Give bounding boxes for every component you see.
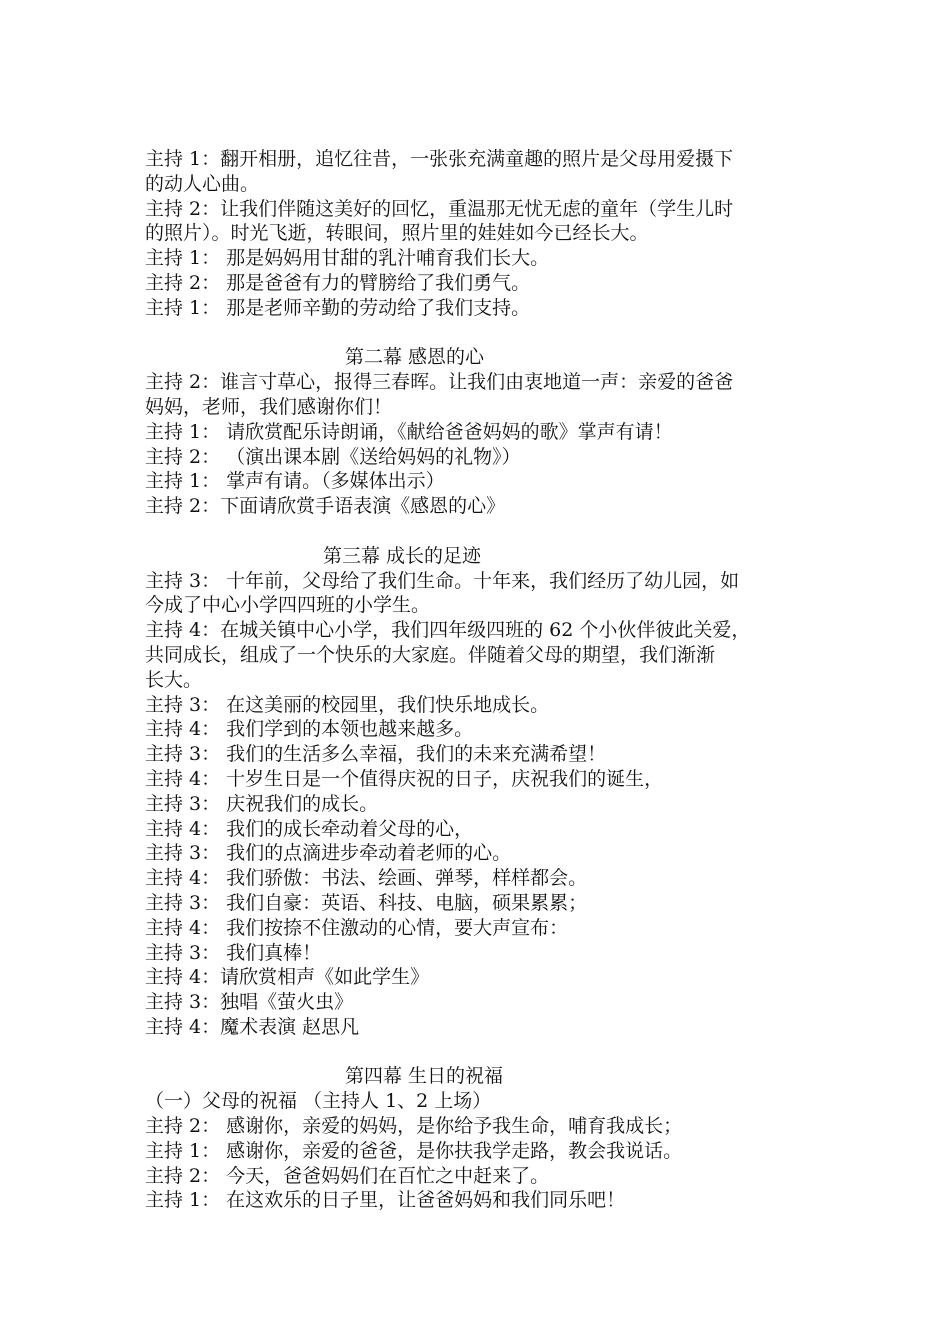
- text-line: 主持 1： 那是老师辛勤的劳动给了我们支持。: [145, 296, 531, 319]
- text-line: 主持 3： 我们真棒！: [145, 941, 322, 964]
- text-line: 主持 2：让我们伴随这美好的回忆，重温那无忧无虑的童年（学生儿时: [145, 197, 734, 220]
- text-line: 主持 2： 今天，爸爸妈妈们在百忙之中赶来了。: [145, 1164, 550, 1187]
- text-line: 主持 3： 我们的生活多么幸福，我们的未来充满希望！: [145, 743, 607, 766]
- text-line: 主持 1：翻开相册，追忆往昔，一张张充满童趣的照片是父母用爱摄下: [145, 148, 734, 170]
- text-line: 主持 2：谁言寸草心，报得三春晖。让我们由衷地道一声：亲爱的爸爸: [145, 371, 734, 394]
- text-line: 主持 4： 我们的成长牵动着父母的心，: [145, 817, 474, 840]
- text-line: 主持 3： 十年前，父母给了我们生命。十年来，我们经历了幼儿园，如: [145, 569, 740, 592]
- text-line: 主持 3： 我们自豪：英语、科技、电脑，硕果累累；: [145, 891, 588, 914]
- text-line: 主持 4：在城关镇中心小学，我们四年级四班的 62 个小伙伴彼此关爱，: [145, 619, 751, 642]
- text-line: 的照片）。时光飞逝，转眼间，照片里的娃娃如今已经长大。: [145, 222, 649, 245]
- text-line: 今成了中心小学四四班的小学生。: [145, 594, 431, 617]
- section-3: [145, 544, 825, 1040]
- text-line: 主持 3：独唱《萤火虫》: [145, 991, 354, 1014]
- text-line: 主持 1： 感谢你，亲爱的爸爸，是你扶我学走路，教会我说话。: [145, 1139, 683, 1162]
- text-line: 主持 4： 我们骄傲：书法、绘画、弹琴，样样都会。: [145, 867, 588, 890]
- text-line: 共同成长，组成了一个快乐的大家庭。伴随着父母的期望，我们渐渐: [145, 643, 716, 666]
- section-2: [145, 345, 825, 519]
- text-line: 主持 3： 庆祝我们的成长。: [145, 792, 379, 815]
- section-4: [145, 1064, 825, 1213]
- blank-line: [145, 519, 825, 544]
- text-line: 主持 4：魔术表演 赵思凡: [145, 1015, 360, 1038]
- text-line: 的动人心曲。: [145, 172, 260, 195]
- section-heading: 第四幕 生日的祝福: [345, 1065, 504, 1088]
- document-page: [145, 147, 825, 1213]
- text-line: 主持 2： 那是爸爸有力的臂膀给了我们勇气。: [145, 271, 531, 294]
- text-line: 主持 4： 我们学到的本领也越来越多。: [145, 718, 474, 741]
- text-line: 主持 3： 在这美丽的校园里，我们快乐地成长。: [145, 693, 550, 716]
- text-line: 主持 1： 掌声有请。（多媒体出示）: [145, 470, 445, 493]
- text-line: 主持 1： 请欣赏配乐诗朗诵，《献给爸爸妈妈的歌》掌声有请！: [145, 420, 673, 443]
- text-line: 长大。: [145, 668, 203, 691]
- section-1: [145, 147, 825, 321]
- section-heading: 第二幕 感恩的心: [345, 346, 485, 369]
- text-line: 主持 4： 我们按捺不住激动的心情，要大声宣布：: [145, 916, 569, 939]
- text-line: 主持 2： 感谢你，亲爱的妈妈，是你给予我生命，哺育我成长；: [145, 1115, 683, 1138]
- text-line: 主持 1： 那是妈妈用甘甜的乳汁哺育我们长大。: [145, 247, 550, 270]
- section-heading: 第三幕 成长的足迹: [323, 544, 482, 567]
- text-line: 主持 2：下面请欣赏手语表演《感恩的心》: [145, 495, 506, 518]
- text-line: （一）父母的祝福 （主持人 1、2 上场）: [145, 1090, 492, 1113]
- text-line: 主持 4：请欣赏相声《如此学生》: [145, 966, 430, 989]
- text-line: 主持 3： 我们的点滴进步牵动着老师的心。: [145, 842, 512, 865]
- text-line: 主持 4： 十岁生日是一个值得庆祝的日子，庆祝我们的诞生，: [145, 767, 664, 790]
- text-line: 妈妈，老师，我们感谢你们！: [145, 395, 393, 418]
- text-line: 主持 1： 在这欢乐的日子里，让爸爸妈妈和我们同乐吧！: [145, 1189, 626, 1212]
- blank-line: [145, 321, 825, 346]
- blank-line: [145, 1040, 825, 1065]
- text-line: 主持 2： （演出课本剧《送给妈妈的礼物》）: [145, 445, 521, 468]
